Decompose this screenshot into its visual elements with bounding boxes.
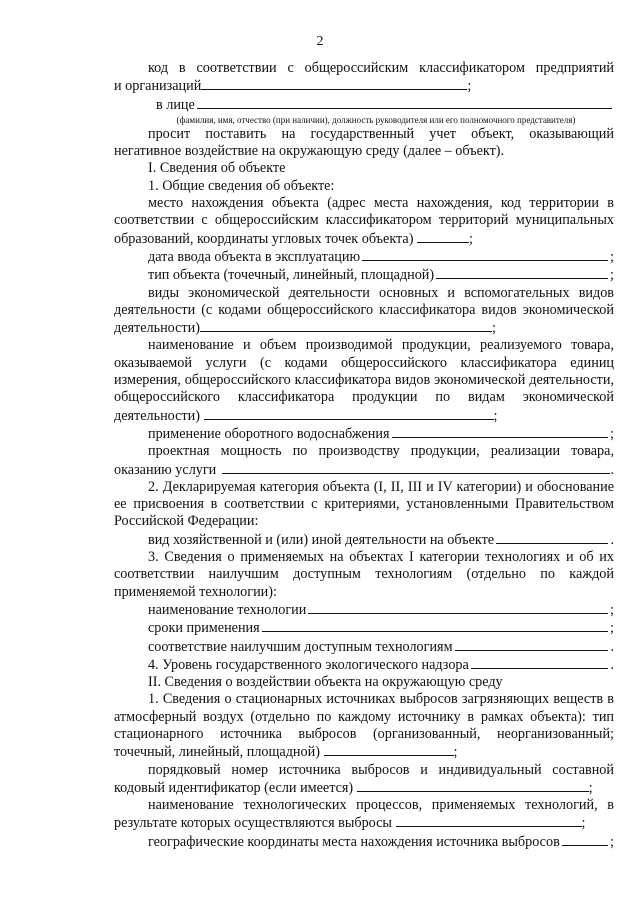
- source-coordinates-field[interactable]: [562, 833, 608, 846]
- source-number-paragraph: порядковый номер источника выбросов и индивидуальный составной кодовый идентификатор (если имеется) ;: [114, 761, 614, 796]
- representative-line: в лице: [114, 96, 614, 114]
- services-field[interactable]: [222, 461, 610, 474]
- services-line: оказанию услуги .: [114, 461, 614, 478]
- category-paragraph: 2. Декларируемая категория объекта (I, II, III и IV категории) и обоснование ее присвоения в соответствии с критериями, установленными Правительством Российской Федерации:: [114, 478, 614, 530]
- okpo-line: код в соответствии с общероссийским классификатором предприятий: [148, 60, 614, 76]
- form-content: [114, 60, 614, 851]
- representative-caption: (фамилия, имя, отчество (при наличии), должность руководителя или его полномочного представителя): [176, 114, 576, 125]
- products-field[interactable]: [204, 407, 494, 420]
- source-number-field[interactable]: [357, 779, 589, 792]
- application-period-field[interactable]: [262, 619, 608, 632]
- technology-name-field[interactable]: [308, 601, 608, 614]
- application-period-line: сроки применения ;: [148, 620, 614, 637]
- supervision-level-field[interactable]: [471, 656, 609, 669]
- technology-name-line: наименование технологии ;: [148, 601, 614, 618]
- section-2-heading: II. Сведения о воздействии объекта на окружающую среду: [148, 674, 503, 691]
- location-field[interactable]: [417, 230, 469, 243]
- processes-paragraph: наименование технологических процессов, применяемых технологий, в результате которых осуществляются выбросы ;: [114, 797, 614, 832]
- okpo-field[interactable]: [201, 77, 467, 90]
- location-paragraph: место нахождения объекта (адрес места нахождения, код территории в соответствии с общероссийским классификатором территорий муниципальных образований, координаты угловых точек объекта) ;: [114, 195, 614, 247]
- commissioning-date-line: дата ввода объекта в эксплуатацию ;: [148, 248, 614, 265]
- general-info-heading: 1. Общие сведения об объекте:: [148, 177, 335, 194]
- object-type-line: тип объекта (точечный, линейный, площадной) ;: [148, 267, 614, 284]
- processes-field[interactable]: [396, 814, 582, 827]
- activity-types-field[interactable]: [200, 319, 492, 332]
- source-coordinates-line: географические координаты места нахождения источника выбросов ;: [148, 833, 614, 850]
- object-type-field[interactable]: [436, 266, 608, 279]
- activity-kind-line: вид хозяйственной и (или) иной деятельности на объекте .: [148, 531, 614, 548]
- products-paragraph: наименование и объем производимой продукции, реализуемого товара, оказываемой услуги (с кодами общероссийского классификатора единиц измерения, общероссийского классификатора видов экономической деятельности, общероссийского классификатора продукции по видам экономической деятельности) ;: [114, 337, 614, 424]
- representative-field[interactable]: [197, 96, 612, 109]
- page-number: 2: [316, 34, 324, 49]
- source-type-field[interactable]: [324, 743, 454, 756]
- section-1-heading: I. Сведения об объекте: [148, 160, 286, 177]
- activity-types-paragraph: виды экономической деятельности основных и вспомогательных видов деятельности (с кодами общероссийского классификатора видов экономической деятельности) ;: [114, 284, 614, 337]
- bat-compliance-line: соответствие наилучшим доступным технологиям .: [148, 638, 614, 655]
- design-capacity-line: проектная мощность по производству продукции, реализации товара,: [148, 443, 614, 460]
- recycled-water-line: применение оборотного водоснабжения ;: [148, 425, 614, 442]
- technologies-paragraph: 3. Сведения о применяемых на объектах I категории технологиях и об их соответствии наилучшим доступным технологиям (отдельно по каждой применяемой технологии):: [114, 549, 614, 600]
- emission-sources-paragraph: 1. Сведения о стационарных источниках выбросов загрязняющих веществ в атмосферный воздух (отдельно по каждому источнику в рамках объекта): тип стационарного источника выбросов (организованный, неорганизованный; точечный, линейный, площадной) ;: [114, 691, 614, 761]
- bat-compliance-field[interactable]: [455, 638, 609, 651]
- supervision-level-line: 4. Уровень государственного экологического надзора .: [148, 656, 614, 673]
- commissioning-date-field[interactable]: [362, 248, 608, 261]
- request-paragraph: просит поставить на государственный учет объект, оказывающий негативное воздействие на окружающую среду (далее – объект).: [114, 125, 614, 160]
- okpo-line-2: и организаций ;: [114, 78, 472, 95]
- recycled-water-field[interactable]: [392, 425, 609, 438]
- activity-kind-field[interactable]: [496, 531, 608, 544]
